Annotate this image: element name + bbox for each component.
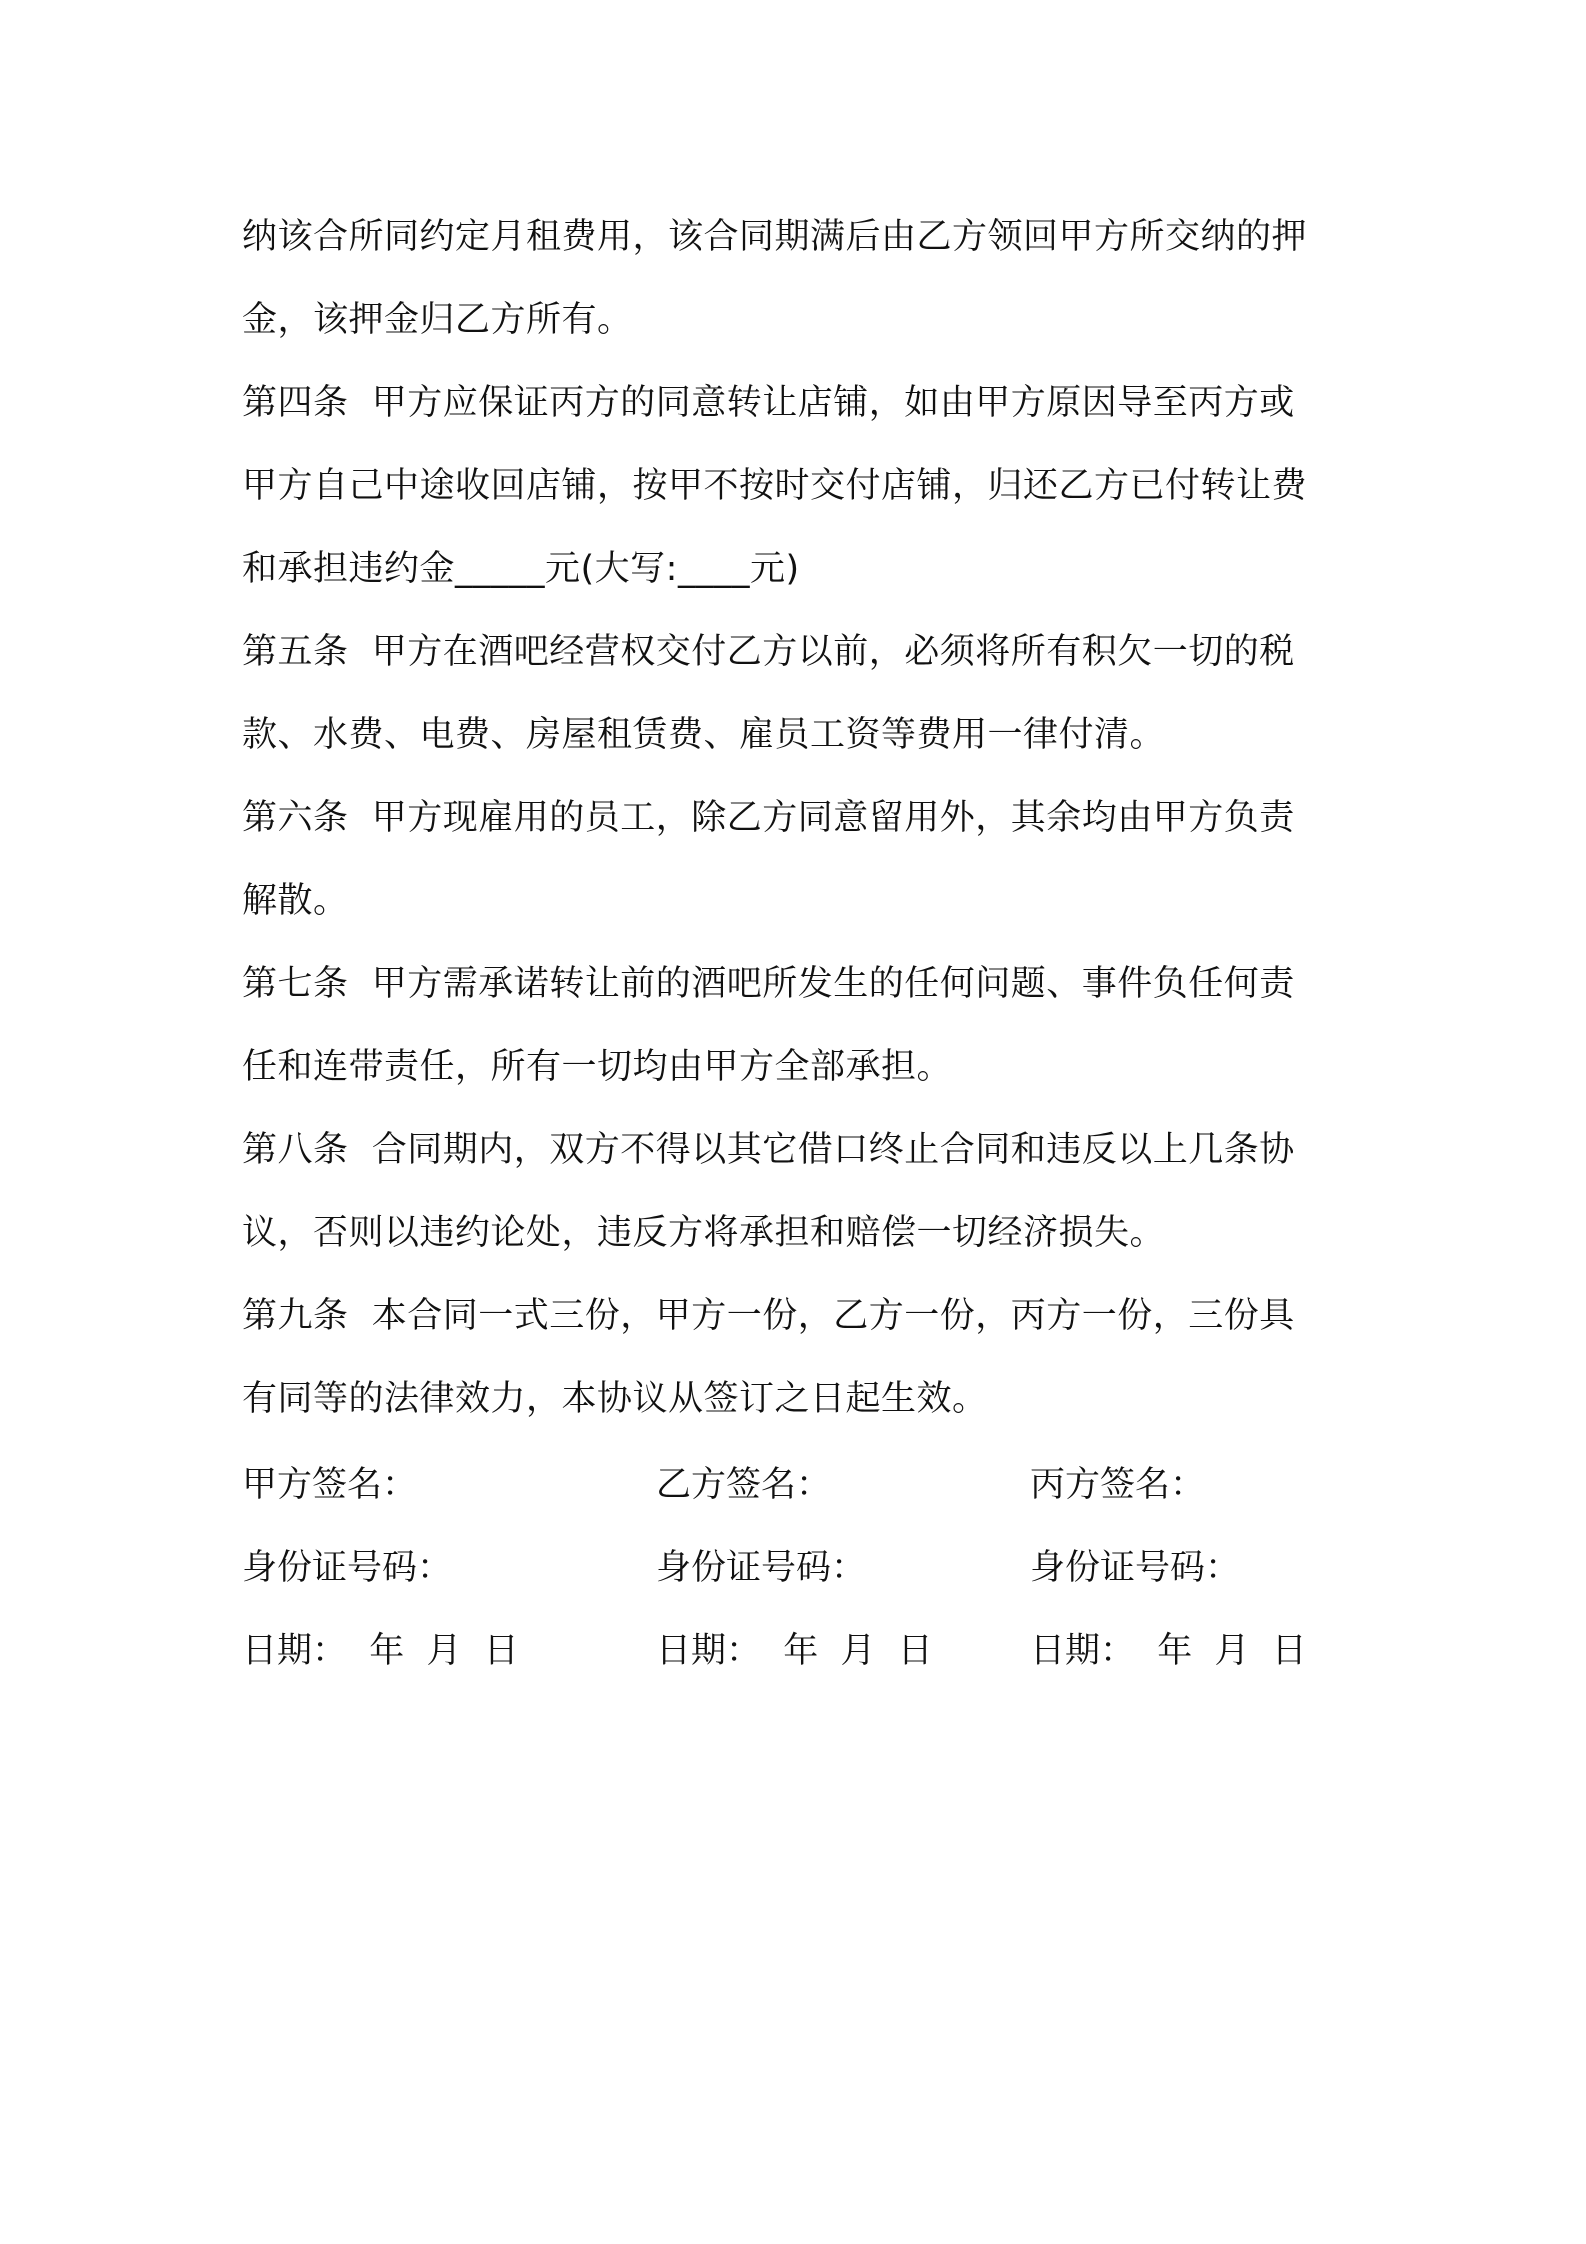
id-number-row [242, 1527, 1362, 1610]
party-c-date-label: 日期： 年 月 日 [1030, 1631, 1307, 1671]
clause-5-line: 第五条 甲方在酒吧经营权交付乙方以前，必须将所有积欠一切的税 [242, 632, 1295, 672]
body-line: 纳该合所同约定月租费用，该合同期满后由乙方领回甲方所交纳的押 [242, 217, 1308, 257]
clause-4-line: 甲方自己中途收回店铺，按甲不按时交付店铺，归还乙方已付转让费 [242, 466, 1308, 506]
clause-7-line: 第七条 甲方需承诺转让前的酒吧所发生的任何问题、事件负任何责 [242, 964, 1295, 1004]
clause-9-line: 有同等的法律效力，本协议从签订之日起生效。 [242, 1379, 988, 1419]
clause-8-line: 议，否则以违约论处，违反方将承担和赔偿一切经济损失。 [242, 1213, 1166, 1253]
clause-5-line: 款、水费、电费、房屋租赁费、雇员工资等费用一律付清。 [242, 715, 1166, 755]
party-a-signature-label: 甲方签名： [242, 1465, 418, 1505]
date-row [242, 1610, 1362, 1693]
body-line: 金，该押金归乙方所有。 [242, 300, 633, 340]
signature-block [242, 1444, 1362, 1693]
signature-row [242, 1444, 1362, 1527]
clause-8-line: 第八条 合同期内，双方不得以其它借口终止合同和违反以上几条协 [242, 1130, 1295, 1170]
clause-6-line: 第六条 甲方现雇用的员工，除乙方同意留用外，其余均由甲方负责 [242, 798, 1295, 838]
party-c-id-label: 身份证号码： [1030, 1548, 1241, 1588]
contract-body [242, 196, 1362, 1441]
clause-7-line: 任和连带责任，所有一切均由甲方全部承担。 [242, 1047, 953, 1087]
party-a-date-label: 日期： 年 月 日 [242, 1631, 519, 1671]
party-b-id-label: 身份证号码： [656, 1548, 867, 1588]
party-b-date-label: 日期： 年 月 日 [656, 1631, 933, 1671]
clause-4-line: 第四条 甲方应保证丙方的同意转让店铺，如由甲方原因导至丙方或 [242, 383, 1295, 423]
party-b-signature-label: 乙方签名： [656, 1465, 832, 1505]
clause-6-line: 解散。 [242, 881, 349, 921]
clause-4-line: 和承担违约金_____元(大写:____元) [242, 549, 800, 589]
party-c-signature-label: 丙方签名： [1030, 1465, 1206, 1505]
party-a-id-label: 身份证号码： [242, 1548, 453, 1588]
clause-9-line: 第九条 本合同一式三份，甲方一份，乙方一份，丙方一份，三份具 [242, 1296, 1295, 1336]
